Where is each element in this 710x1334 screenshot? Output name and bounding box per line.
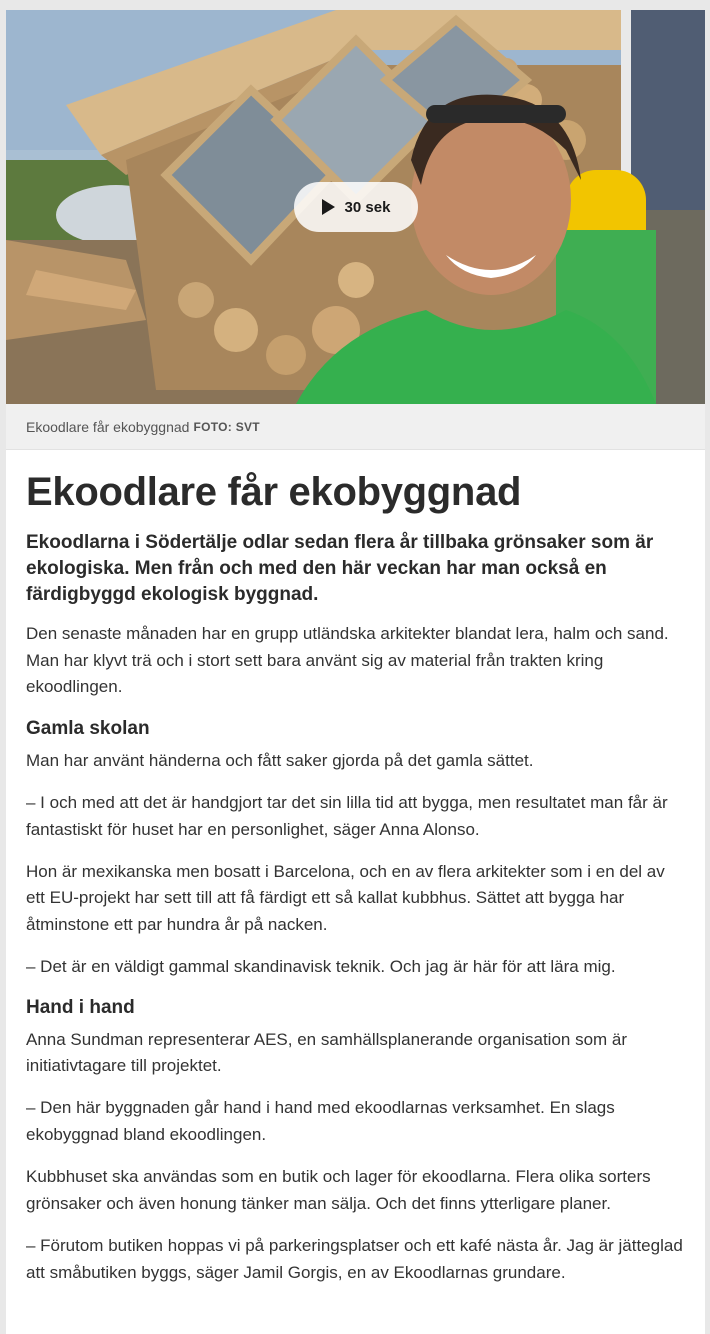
paragraph: Den senaste månaden har en grupp utländska arkitekter blandat lera, halm och sand. Man har klyvt trä och i stort sett bara använt sig av material från trakten kring ekoodlingen. — [26, 623, 669, 697]
play-video-button[interactable] — [294, 182, 418, 232]
video-duration: 30 sek — [344, 198, 391, 216]
paragraph: Anna Sundman representerar AES, en samhällsplanerande organisation som är initiativtagare till projektet. — [26, 1029, 628, 1076]
article-card — [6, 10, 705, 1334]
article-title: Ekoodlare får ekobyggnad — [26, 470, 522, 514]
subheading-hand-i-hand: Hand i hand — [26, 996, 135, 1018]
paragraph: – I och med att det är handgjort tar det sin lilla tid att bygga, men resultatet man får är fantastiskt för huset har en personlighet, säger Anna Alonso. — [26, 792, 668, 839]
paragraph: Hon är mexikanska men bosatt i Barcelona, och en av flera arkitekter som i en del av ett EU-projekt har sett till att få färdigt ett så kallat kubbhus. Sättet att bygga har åtminstone ett par hundra år på nacken. — [26, 861, 665, 935]
paragraph: – Den här byggnaden går hand i hand med ekoodlarnas verksamhet. En slags ekobyggnad bland ekoodlingen. — [26, 1098, 615, 1145]
article-lead: Ekoodlarna i Södertälje odlar sedan flera år tillbaka grönsaker som är ekologiska. Men från och med den här veckan har man också en färdigbyggd ekologisk byggnad. — [26, 532, 654, 606]
play-icon — [322, 199, 335, 215]
paragraph: Kubbhuset ska användas som en butik och lager för ekoodlarna. Flera olika sorters grönsaker och även honung tänker man sälja. Och det finns ytterligare planer. — [26, 1167, 651, 1213]
paragraph: – Förutom butiken hoppas vi på parkeringsplatser och ett kafé nästa år. Jag är jätteglad att småbutiken byggs, säger Jamil Gorgis, en av Ekoodlarnas grundare. — [26, 1235, 683, 1282]
paragraph: – Det är en väldigt gammal skandinavisk teknik. Och jag är här för att lära mig. — [26, 957, 616, 977]
article-body — [6, 450, 705, 1287]
caption-text: Ekoodlare får ekobyggnad — [26, 418, 190, 435]
paragraph: Man har använt händerna och fått saker gjorda på det gamla sättet. — [26, 750, 534, 770]
image-caption — [6, 404, 705, 450]
photo-credit: FOTO: SVT — [193, 419, 260, 434]
subheading-gamla-skolan: Gamla skolan — [26, 718, 150, 740]
video-thumbnail[interactable] — [6, 10, 705, 404]
